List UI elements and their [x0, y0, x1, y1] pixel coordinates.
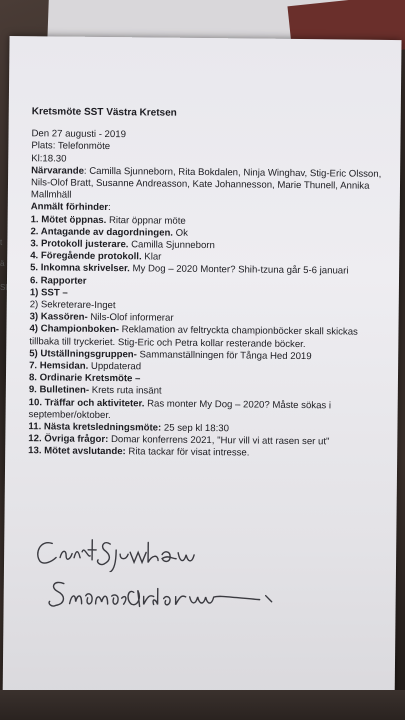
agenda-item-text: Klar	[141, 251, 162, 263]
agenda-item-text: Krets ruta insänt	[89, 385, 162, 398]
agenda-item-label: 6. Rapporter	[29, 274, 87, 287]
agenda-item-text: Uppdaterad	[88, 360, 142, 373]
agenda-item-text: Ras monter My Dog – 2020? Måste sökas i september/oktober.	[28, 398, 332, 421]
handwritten-signature-1	[30, 531, 290, 574]
report-item	[29, 324, 389, 352]
announced-label: Anmält förhinder	[30, 201, 109, 214]
agenda-item-text: My Dog – 2020 Monter? Shih-tzuna går 5-6 januari	[129, 263, 349, 277]
meeting-time: Kl:18.30	[31, 152, 67, 165]
agenda-item-label: 8. Ordinarie Kretsmöte –	[28, 372, 141, 385]
agenda-item-label: 1. Mötet öppnas.	[30, 213, 107, 226]
agenda-item-text: Domar konferrens 2021, "Hur vill vi att rasen ser ut"	[108, 434, 330, 448]
document-page	[2, 36, 401, 716]
meeting-date: Den 27 augusti - 2019	[31, 128, 126, 141]
agenda-item-text: Camilla Sjunneborn	[128, 239, 215, 252]
report-item-label: 5) Utställningsgruppen-	[29, 348, 137, 361]
present-label: Närvarande	[31, 165, 84, 177]
agenda-item-label: 11. Nästa kretsledningsmöte:	[28, 421, 162, 434]
report-item-label: 1) SST –	[29, 287, 68, 299]
agenda-item-text: Ritar öppnar möte	[106, 214, 186, 227]
report-item-text: Sammanställningen för Tånga Hed 2019	[136, 349, 312, 363]
table-surface	[0, 690, 405, 720]
agenda-item-label: 3. Protokoll justerare.	[30, 238, 129, 251]
agenda-item-label: 2. Antagande av dagordningen.	[30, 226, 174, 239]
report-item-label: 3) Kassören-	[29, 311, 88, 324]
report-item-text: Nils-Olof informerar	[87, 312, 174, 324]
report-item-label: 4) Championboken-	[29, 323, 120, 336]
agenda-item-text: 25 sep kl 18:30	[161, 422, 230, 435]
report-item-text: Inget	[94, 299, 116, 312]
margin-mark: t	[0, 238, 3, 247]
meeting-place: Plats: Telefonmöte	[31, 140, 111, 153]
agenda-item-label: 4. Föregående protokoll.	[30, 250, 142, 263]
report-item-text: Reklamation av feltryckta championböcker skall skickas tillbaka till tryckeriet. Stig-Eric och Petra kollar resterande böcker.	[29, 324, 358, 350]
agenda-item-label: 10. Träffar och aktiviteter.	[28, 396, 145, 410]
agenda-item-label: 7. Hemsidan.	[29, 360, 89, 372]
present-section	[31, 165, 391, 205]
agenda-item-label: 12. Övriga frågor:	[28, 433, 109, 446]
document-content	[28, 106, 392, 461]
agenda-item-text: Ok	[172, 227, 189, 239]
agenda-item-label: 5. Inkomna skrivelser.	[30, 262, 130, 275]
agenda-item	[29, 397, 389, 425]
margin-mark: Sl	[0, 283, 8, 292]
agenda-item-label: 9. Bulletinen-	[28, 384, 90, 397]
present-names: : Camilla Sjunneborn, Rita Bokdalen, Ninja Winghav, Stig-Eric Olsson, Nils-Olof Bratt, Susanne Andreasson, Kate Johannesson, Marie Thunell, Annika Mallmhäll	[30, 165, 382, 201]
document-title: Kretsmöte SST Västra Kretsen	[31, 106, 177, 119]
agenda-item-label: 13. Mötet avslutande:	[28, 445, 126, 458]
announced-text: :	[107, 202, 111, 214]
agenda-item	[28, 446, 388, 462]
margin-mark: ä	[0, 259, 5, 268]
handwritten-signature-2	[30, 573, 290, 616]
agenda-item-text: Rita tackar för visat intresse.	[125, 446, 250, 459]
report-item-label: 2) Sekreterare-	[29, 299, 95, 311]
